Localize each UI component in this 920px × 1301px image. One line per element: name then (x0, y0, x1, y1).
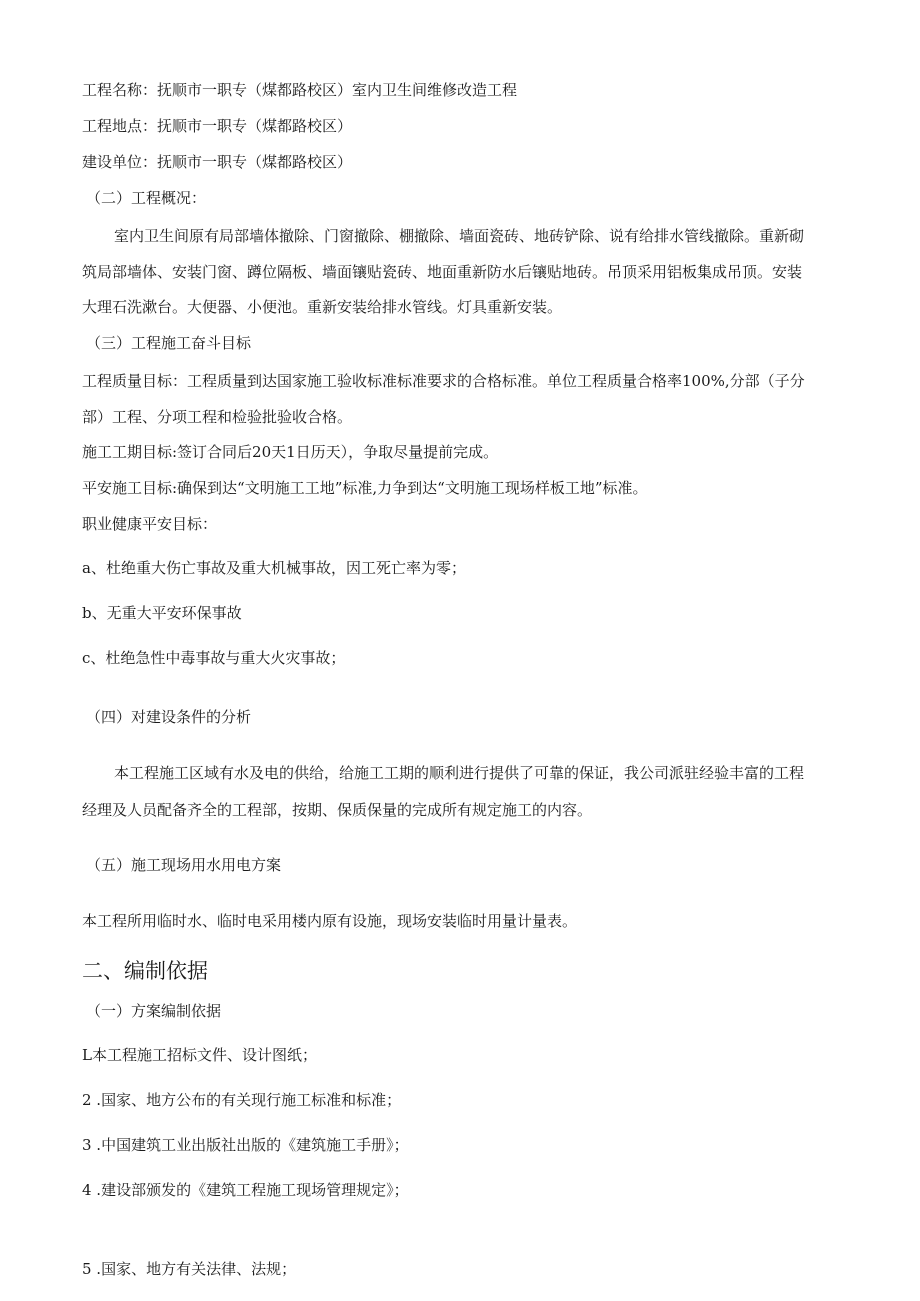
section-title-basis: 二、编制依据 (82, 959, 208, 983)
health-goal-b: b、无重大平安环保事故 (82, 604, 242, 622)
basis-item-2: 2 .国家、地方公布的有关现行施工标准和标准； (82, 1091, 402, 1109)
basis-item-4: 4 .建设部颁发的《建筑工程施工现场管理规定》； (82, 1181, 409, 1199)
basis-item-3: 3 .中国建筑工业出版社出版的《建筑施工手册》； (82, 1136, 409, 1154)
period-goal: 施工工期目标:签订合同后20天1日历天），争取尽量提前完成。 (82, 443, 499, 461)
water-heading: （五）施工现场用水用电方案 (86, 856, 282, 874)
safety-goal: 平安施工目标:确保到达“文明施工工地”标准,力争到达“文明施工现场样板工地”标准。 (82, 479, 648, 497)
water-line-1: 本工程所用临时水、临时电采用楼内原有设施，现场安装临时用量计量表。 (82, 912, 578, 930)
quality-goal-line-2: 部）工程、分项工程和检验批验收合格。 (82, 408, 353, 426)
overview-line-2: 筑局部墙体、安装门窗、蹲位隔板、墙面镶贴瓷砖、地面重新防水后镶贴地砖。吊顶采用铝板集成吊顶。安装 (82, 263, 803, 281)
basis-item-1: L本工程施工招标文件、设计图纸； (82, 1046, 317, 1064)
project-location: 工程地点：抚顺市一职专（煤都路校区） (82, 117, 353, 135)
construction-unit: 建设单位：抚顺市一职专（煤都路校区） (82, 153, 353, 171)
quality-goal-line-1: 工程质量目标：工程质量到达国家施工验收标准标准要求的合格标准。单位工程质量合格率100%,分部（子分 (82, 372, 805, 390)
conditions-line-1: 本工程施工区域有水及电的供给，给施工工期的顺利进行提供了可靠的保证，我公司派驻经验丰富的工程 (114, 764, 805, 782)
conditions-heading: （四）对建设条件的分析 (86, 708, 252, 726)
health-goal-heading: 职业健康平安目标： (82, 515, 218, 533)
overview-line-3: 大理石洗漱台。大便器、小便池。重新安装给排水管线。灯具重新安装。 (82, 298, 563, 316)
basis-item-5: 5 .国家、地方有关法律、法规； (82, 1260, 297, 1278)
conditions-line-2: 经理及人员配备齐全的工程部，按期、保质保量的完成所有规定施工的内容。 (82, 801, 593, 819)
basis-heading: （一）方案编制依据 (86, 1002, 222, 1020)
overview-heading: （二）工程概况： (86, 189, 207, 207)
health-goal-c: c、杜绝急性中毒事故与重大火灾事故； (82, 649, 346, 667)
overview-line-1: 室内卫生间原有局部墙体撤除、门窗撤除、棚撤除、墙面瓷砖、地砖铲除、说有给排水管线撤除。重新砌 (114, 227, 805, 245)
health-goal-a: a、杜绝重大伤亡事故及重大机械事故，因工死亡率为零； (82, 559, 466, 577)
project-name: 工程名称：抚顺市一职专（煤都路校区）室内卫生间维修改造工程 (82, 81, 518, 99)
goals-heading: （三）工程施工奋斗目标 (86, 334, 252, 352)
